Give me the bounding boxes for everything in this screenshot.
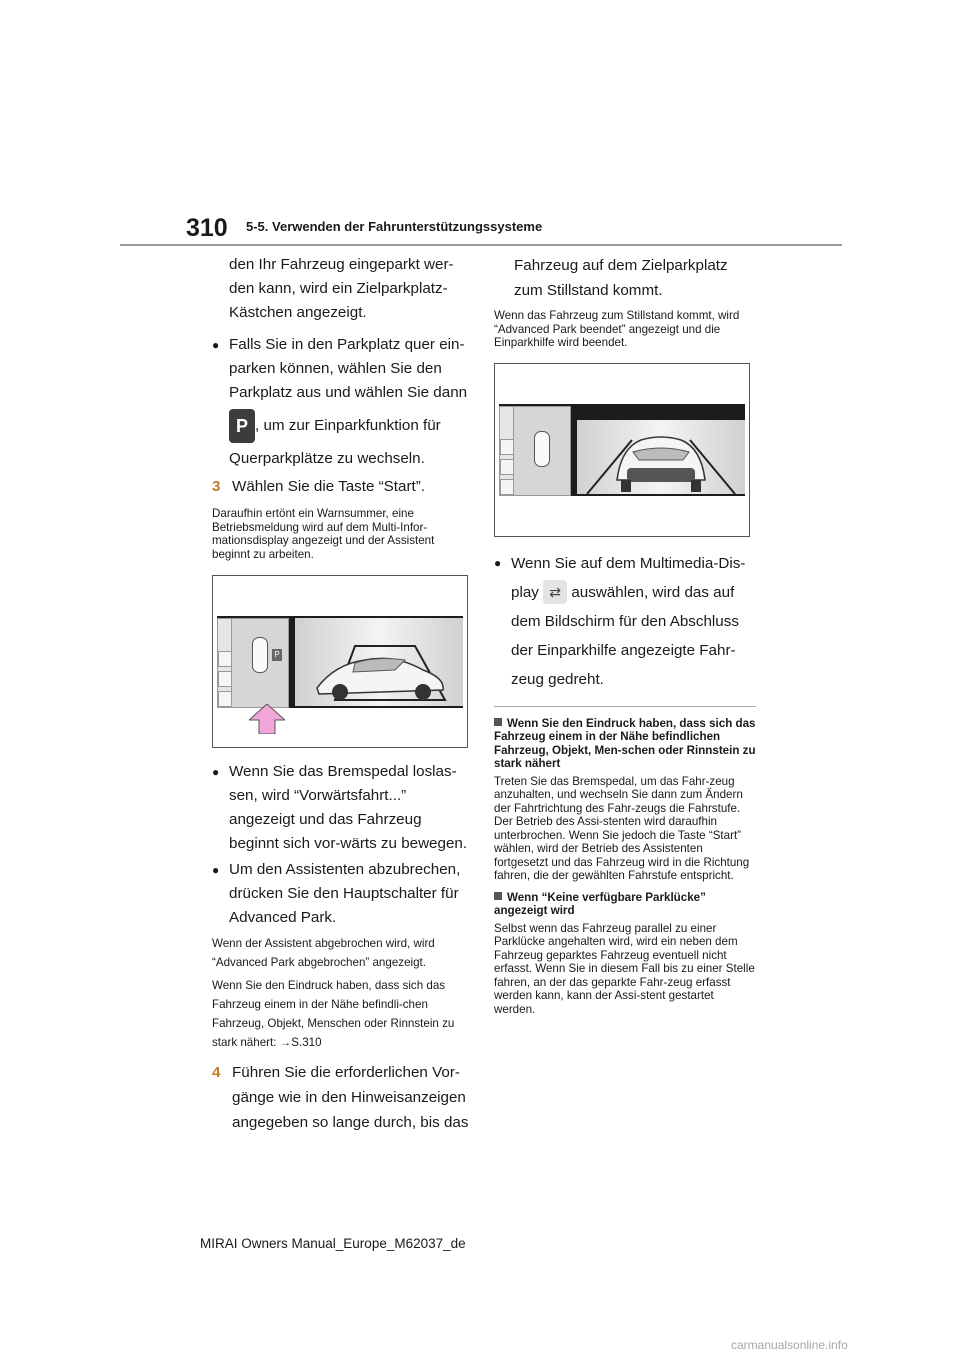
bullet-multimedia [494, 549, 756, 694]
right-column [494, 253, 756, 1016]
note-cancelled: Wenn der Assistent abgebrochen wird, wird “Advanced Park abgebrochen” angezeigt. [212, 937, 435, 969]
parking-mode-icon [500, 459, 514, 475]
perpendicular-parking-icon: P [229, 409, 255, 443]
square-bullet-icon [494, 892, 502, 900]
car-rotate-icon: ⇄ [543, 580, 567, 604]
top-view-panel [513, 406, 571, 496]
step-3 [212, 475, 474, 499]
step-3-note: Daraufhin ertönt ein Warnsummer, eine Betriebsmeldung wird auf dem Multi-Infor-mationsdisplay angezeigt und der Assistent beginnt zu arbeiten. [212, 507, 435, 561]
step-4-number: 4 [212, 1064, 221, 1081]
note-too-close: Wenn Sie den Eindruck haben, dass sich das Fahrzeug einem in der Nähe befindli-chen Fahrzeug, Objekt, Menschen oder Rinnstein zu stark nähert: →S.310 [212, 979, 455, 1049]
footer-manual-name: MIRAI Owners Manual_Europe_M62037_de [200, 1236, 466, 1251]
note-stop: Wenn das Fahrzeug zum Stillstand kommt, wird “Advanced Park beendet” angezeigt und die Einparkhilfe wird beendet. [494, 309, 740, 349]
step-4-continuation: Fahrzeug auf dem Zielparkplatz zum Stillstand kommt. [514, 257, 728, 299]
bullet-brake-release: ● Wenn Sie das Bremspedal loslas-sen, wird “Vorwärtsfahrt...” angezeigt und das Fahrzeug beginnt sich vor-wärts zu bewegen. [212, 760, 474, 856]
bullet-multimedia-text: Wenn Sie auf dem Multimedia-Dis-play [511, 554, 746, 601]
figure-completion-screen [494, 363, 750, 537]
text-too-close: Treten Sie das Bremspedal, um das Fahr-zeug anzuhalten, und wechseln Sie dann zum Ändern der Fahrtrichtung des Fahr-zeugs die Fahrstufe. Der Betrieb des Assi-stenten wird daraufhin unterbrochen. Wenn Sie jedoch die Taste “Start” wählen, wird der Betrieb des Assistenten fortgesetzt und das Fahrzeug wird in die Richtung fahren, die der gewählten Fahrstufe entspricht. [494, 774, 750, 882]
top-view-car-icon [252, 637, 268, 673]
bullet-cross-parking [212, 333, 474, 471]
intro-text: den Ihr Fahrzeug eingeparkt wer-den kann, wird ein Zielparkplatz-Kästchen angezeigt. [229, 256, 454, 321]
top-view-car-icon [534, 431, 550, 467]
page-number: 310 [186, 214, 228, 242]
header-divider [120, 244, 842, 246]
up-arrow-icon [249, 704, 285, 734]
camera-view [295, 618, 463, 706]
section-title: 5-5. Verwenden der Fahrunterstützungssysteme [246, 219, 543, 234]
bullet-multimedia-after: auswählen, wird das auf dem Bildschirm für den Abschluss der Einparkhilfe angezeigte Fahr-zeug gedreht. [511, 583, 739, 688]
top-view-panel [231, 618, 289, 708]
bullet-cancel-assist: ● Um den Assistenten abzubrechen, drücken Sie den Hauptschalter für Advanced Park. [212, 858, 474, 930]
square-bullet-icon [494, 718, 502, 726]
bullet-cross-parking-after: , um zur Einparkfunktion für [255, 417, 441, 435]
step-4 [212, 1060, 474, 1135]
bullet-cross-parking-text: Falls Sie in den Parkplatz quer ein-parken können, wählen Sie den Parkplatz aus und wählen Sie dann [229, 336, 468, 401]
parking-spot-marker: P [272, 649, 282, 661]
step-3-text: Wählen Sie die Taste “Start”. [232, 478, 426, 495]
car-front-view [577, 420, 745, 494]
figure-parking-screen [212, 575, 468, 748]
bullet-cross-parking-end: Querparkplätze zu wechseln. [229, 450, 425, 467]
step-4-text: Führen Sie die erforderlichen Vor-gänge wie in den Hinweisanzeigen angegeben so lange durch, bis das [232, 1064, 469, 1131]
heading-too-close: Wenn Sie den Eindruck haben, dass sich das Fahrzeug einem in der Nähe befindlichen Fahrzeug, Objekt, Men-schen oder Rinnstein zu stark nähert [494, 716, 756, 770]
camera-icon [218, 651, 232, 667]
heading-no-space: Wenn “Keine verfügbare Parklücke” angezeigt wird [494, 890, 706, 917]
settings-icon [218, 691, 232, 707]
camera-icon [500, 439, 514, 455]
text-no-space: Selbst wenn das Fahrzeug parallel zu einer Parklücke angehalten wird, wird ein neben dem Fahrzeug geparktes Fahrzeug eventuell nicht erfasst. Wenn Sie in diesem Fall bis zu einer Stelle fahren, an der das geparkte Fahr-zeug erfasst werden kann, kann der Assi-stent gestartet werden. [494, 921, 755, 1016]
step-3-number: 3 [212, 478, 221, 495]
left-column [212, 253, 474, 1135]
watermark: carmanualsonline.info [731, 1338, 848, 1352]
parking-mode-icon [218, 671, 232, 687]
settings-icon [500, 479, 514, 495]
camera-view [577, 420, 745, 494]
section-divider [494, 706, 756, 707]
car-rear-view [295, 618, 463, 706]
